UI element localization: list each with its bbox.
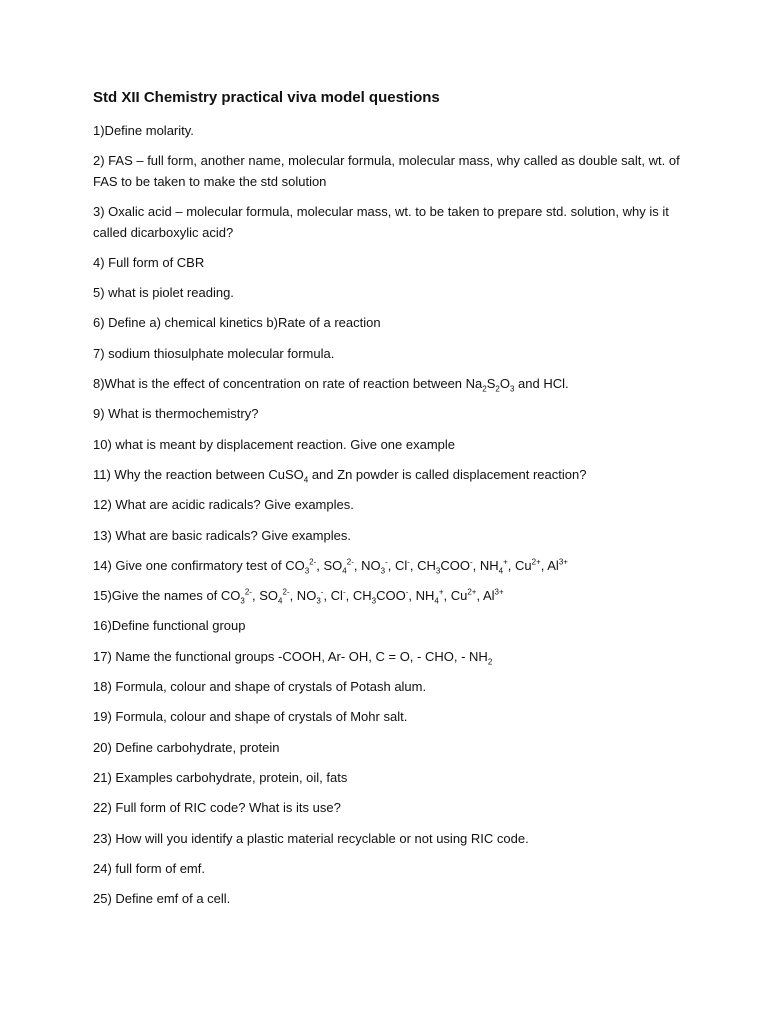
question-text: 11) Why the reaction between CuSO — [93, 466, 304, 482]
formula-subscript: 2 — [495, 384, 500, 394]
question-16 — [93, 616, 683, 637]
question-text: , Al — [540, 557, 559, 573]
question-text: 7) sodium thiosulphate molecular formula. — [93, 345, 335, 361]
question-text: , NH — [472, 557, 499, 573]
formula-subscript: 3 — [380, 566, 386, 576]
formula-supscript: - — [385, 557, 388, 567]
question-text: , NO — [289, 588, 317, 604]
formula-subscript: 4 — [342, 566, 347, 576]
question-text: 23) How will you identify a plastic material recyclable or not using RIC code. — [93, 830, 529, 846]
question-text: 14) Give one confirmatory test of CO — [93, 557, 305, 573]
question-text: 1)Define molarity. — [93, 123, 194, 138]
question-6 — [93, 313, 683, 334]
question-13 — [93, 526, 683, 547]
question-text: , Cu — [507, 557, 532, 573]
question-text: O — [499, 376, 510, 392]
question-text: , Cu — [443, 588, 468, 604]
question-21 — [93, 768, 683, 789]
question-text: 20) Define carbohydrate, protein — [93, 739, 280, 755]
question-20 — [93, 738, 683, 759]
formula-supscript: 2- — [346, 557, 354, 567]
formula-subscript: 3 — [316, 596, 321, 606]
question-22 — [93, 798, 683, 819]
question-text: 16)Define functional group — [93, 618, 246, 634]
question-text: 12) What are acidic radicals? Give examples. — [93, 497, 354, 513]
formula-subscript: 3 — [240, 596, 245, 606]
question-text: 19) Formula, colour and shape of crystals of Mohr salt. — [93, 709, 408, 725]
question-19 — [93, 707, 683, 728]
formula-subscript: 2 — [482, 384, 487, 394]
question-text: 10) what is meant by displacement reaction. Give one example — [93, 436, 456, 452]
question-1 — [93, 121, 683, 142]
formula-subscript: 2 — [487, 657, 493, 667]
question-7 — [93, 344, 683, 365]
question-text: and Zn powder is called displacement reaction? — [308, 466, 587, 482]
question-text: 3) Oxalic acid – molecular formula, molecular mass, wt. to be taken to prepare std. solution, why is it called dicarboxylic acid? — [93, 204, 669, 240]
formula-supscript: - — [469, 557, 473, 567]
question-text: , SO — [316, 557, 343, 573]
formula-subscript: 3 — [304, 566, 310, 576]
question-text: 5) what is piolet reading. — [93, 285, 234, 301]
question-text: , SO — [251, 588, 278, 604]
formula-supscript: + — [438, 587, 444, 597]
question-2 — [93, 151, 683, 192]
formula-subscript: 4 — [434, 596, 439, 606]
question-4 — [93, 253, 683, 274]
question-text: 9) What is thermochemistry? — [93, 406, 259, 422]
formula-supscript: - — [342, 587, 346, 597]
formula-supscript: 2- — [244, 587, 252, 597]
formula-supscript: + — [503, 557, 508, 567]
question-text: 13) What are basic radicals? Give examples. — [93, 527, 351, 543]
question-text: , Cl — [323, 588, 343, 604]
question-text: and HCl. — [514, 376, 569, 392]
formula-subscript: 3 — [371, 596, 377, 606]
question-text: , Al — [476, 588, 495, 604]
formula-subscript: 4 — [303, 475, 309, 485]
question-text: 4) Full form of CBR — [93, 254, 205, 270]
question-14 — [93, 556, 683, 577]
question-3 — [93, 202, 683, 243]
question-10 — [93, 435, 683, 456]
question-text: 18) Formula, colour and shape of crystals of Potash alum. — [93, 679, 427, 695]
question-11 — [93, 465, 683, 486]
question-text: 8)What is the effect of concentration on rate of reaction between Na — [93, 376, 483, 392]
question-8 — [93, 374, 683, 395]
formula-subscript: 4 — [498, 566, 504, 576]
question-text: 25) Define emf of a cell. — [93, 891, 231, 907]
formula-subscript: 3 — [435, 566, 441, 576]
question-9 — [93, 404, 683, 425]
question-text: 17) Name the functional groups -COOH, Ar- OH, C = O, - CHO, - NH — [93, 648, 488, 664]
formula-supscript: 3+ — [494, 587, 504, 597]
question-text: 21) Examples carbohydrate, protein, oil, fats — [93, 769, 348, 785]
question-text: , Cl — [387, 557, 408, 573]
question-15 — [93, 586, 683, 607]
question-text: 6) Define a) chemical kinetics b)Rate of a reaction — [93, 315, 381, 331]
question-18 — [93, 677, 683, 698]
question-text: , NO — [353, 557, 381, 573]
question-text: 15)Give the names of CO — [93, 588, 241, 604]
question-25 — [93, 889, 683, 910]
formula-supscript: 2+ — [531, 557, 541, 567]
question-24 — [93, 859, 683, 880]
question-12 — [93, 495, 683, 516]
formula-supscript: - — [405, 587, 409, 597]
question-text: , CH — [345, 588, 372, 604]
question-text: 22) Full form of RIC code? What is its use? — [93, 800, 341, 816]
document-page — [93, 88, 683, 919]
formula-supscript: 2- — [309, 557, 317, 567]
document-title: Std XII Chemistry practical viva model questions — [93, 89, 440, 106]
question-text: S — [486, 376, 496, 392]
question-23 — [93, 829, 683, 850]
question-5 — [93, 283, 683, 304]
question-text: , CH — [409, 557, 436, 573]
formula-supscript: 2+ — [467, 587, 477, 597]
formula-supscript: 3+ — [558, 557, 568, 567]
question-text: 24) full form of emf. — [93, 860, 205, 876]
formula-supscript: - — [407, 557, 410, 567]
question-text: COO — [440, 557, 470, 573]
question-text: COO — [376, 588, 406, 604]
question-text: , NH — [408, 588, 435, 604]
question-list — [93, 121, 683, 910]
formula-subscript: 3 — [509, 384, 515, 394]
question-text: 2) FAS – full form, another name, molecular formula, molecular mass, why called as double salt, wt. of FAS to be taken to make the std solution — [93, 153, 680, 189]
formula-supscript: - — [320, 587, 324, 597]
question-17 — [93, 647, 683, 668]
formula-supscript: 2- — [282, 587, 290, 597]
formula-subscript: 4 — [278, 596, 283, 606]
